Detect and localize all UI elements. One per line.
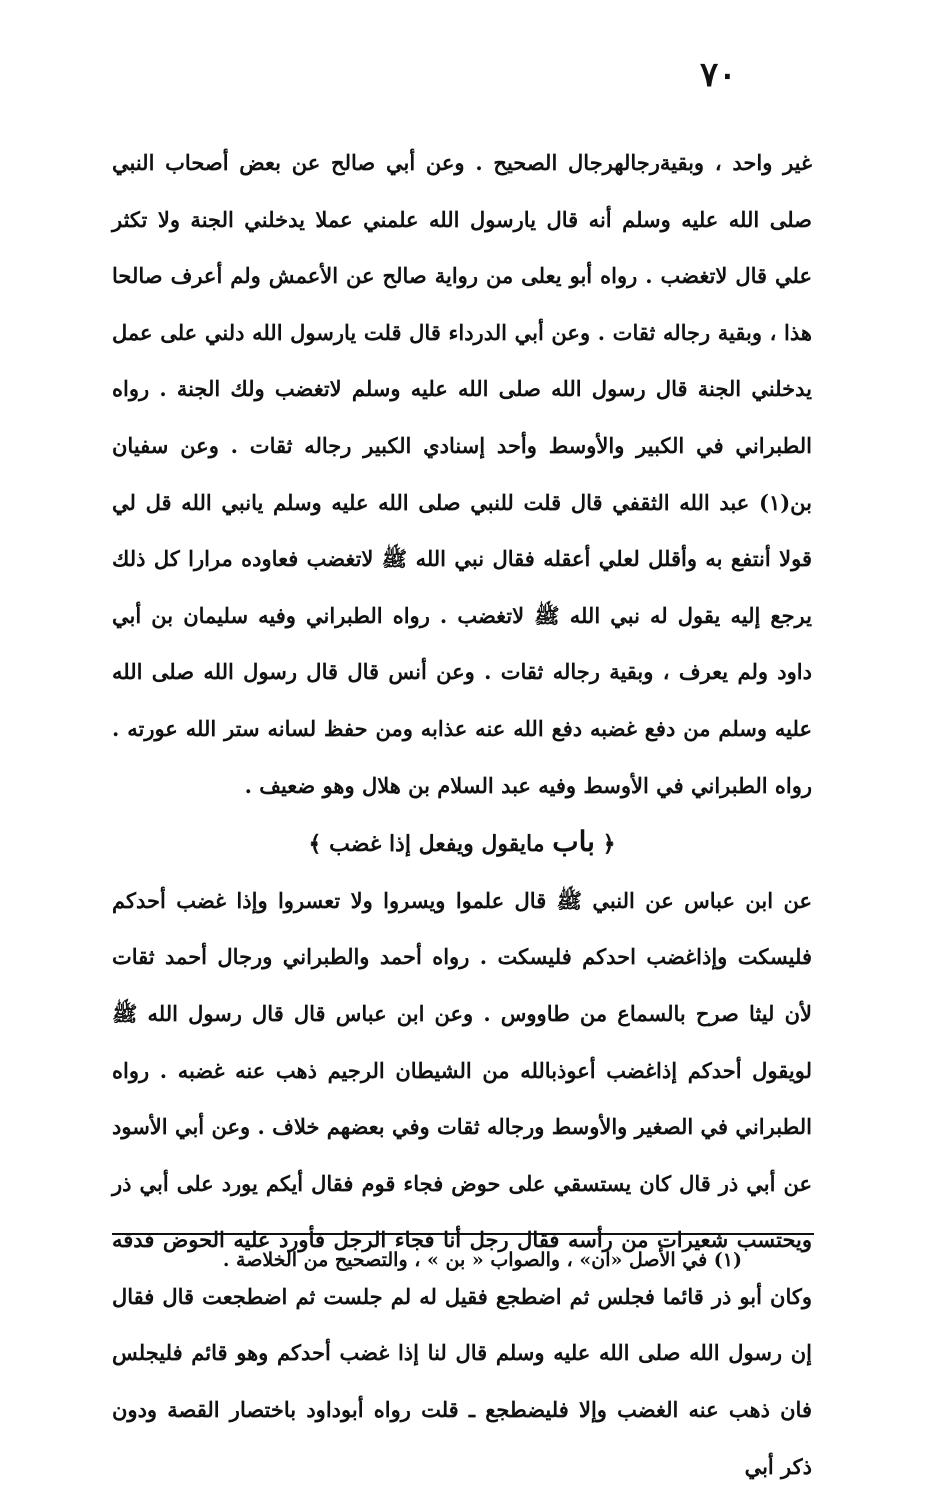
footnote: (١) في الأصل «ان» ، والصواب « بن » ، والتصحيح من الخلاصة . [222,1249,742,1271]
page-number: ٧٠ [700,55,737,95]
footnote-divider [112,1233,814,1235]
paragraph: عن ابن عباس عن النبي ﷺ قال علموا ويسروا ولا تعسروا وإذا غضب أحدكم فليسكت وإذاغضب احدكم فليسكت . رواه أحمد والطبراني ورجال أحمد ثقات لأن ليثا صرح بالسماع من طاووس . وعن ابن عباس قال قال رسول الله ﷺ لويقول أحدكم إذاغضب أعوذبالله من الشيطان الرجيم ذهب عنه غضبه . رواه الطبراني في الصغير والأوسط ورجاله ثقات وفي بعضهم خلاف . وعن أبي الأسود عن أبي ذر قال كان يستسقي على حوض فجاء قوم فقال أيكم يورد على أبي ذر ويحتسب شعيرات من رأسه فقال رجل أنا فجاء الرجل فأورد عليه الحوض فدقه وكان أبو ذر قائما فجلس ثم اضطجع فقيل له لم جلست ثم اضطجعت قال فقال إن رسول الله صلى الله عليه وسلم قال لنا إذا غضب أحدكم وهو قائم فليجلس فان ذهب عنه الغضب وإلا فليضطجع ـ قلت رواه أبوداود باختصار القصة ودون ذكر أبي [112,887,812,1479]
body-text [112,135,812,1495]
heading-open-bracket: ﴿ [602,831,616,858]
section-heading [112,814,812,873]
heading-close-bracket: ﴾ [308,831,322,858]
paragraph: غير واحد ، وبقيةرجالهرجال الصحيح . وعن أبي صالح عن بعض أصحاب النبي صلى الله عليه وسلم أنه قال يارسول الله علمني عملا يدخلني الجنة ولا تكثر علي قال لاتغضب . رواه أبو يعلى من رواية صالح عن الأعمش ولم أعرف صالحا هذا ، وبقية رجاله ثقات . وعن أبي الدرداء قال قلت يارسول الله دلني على عمل يدخلني الجنة قال رسول الله صلى الله عليه وسلم لاتغضب ولك الجنة . رواه الطبراني في الكبير والأوسط وأحد إسنادي الكبير رجاله ثقات . وعن سفيان بن(١) عبد الله الثقفي قال قلت للنبي صلى الله عليه وسلم يانبي الله قل لي قولا أنتفع به وأقلل لعلي أعقله فقال نبي الله ﷺ لاتغضب فعاوده مرارا كل ذلك يرجع إليه يقول له نبي الله ﷺ لاتغضب . رواه الطبراني وفيه سليمان بن أبي داود ولم يعرف ، وبقية رجاله ثقات . وعن أنس قال قال رسول الله صلى الله عليه وسلم من دفع غضبه دفع الله عنه عذابه ومن حفظ لسانه ستر الله عورته . رواه الطبراني في الأوسط وفيه عبد السلام بن هلال وهو ضعيف . [112,150,812,798]
heading-bab: باب [552,825,595,859]
heading-title: مايقول ويفعل إذا غضب [329,831,545,858]
